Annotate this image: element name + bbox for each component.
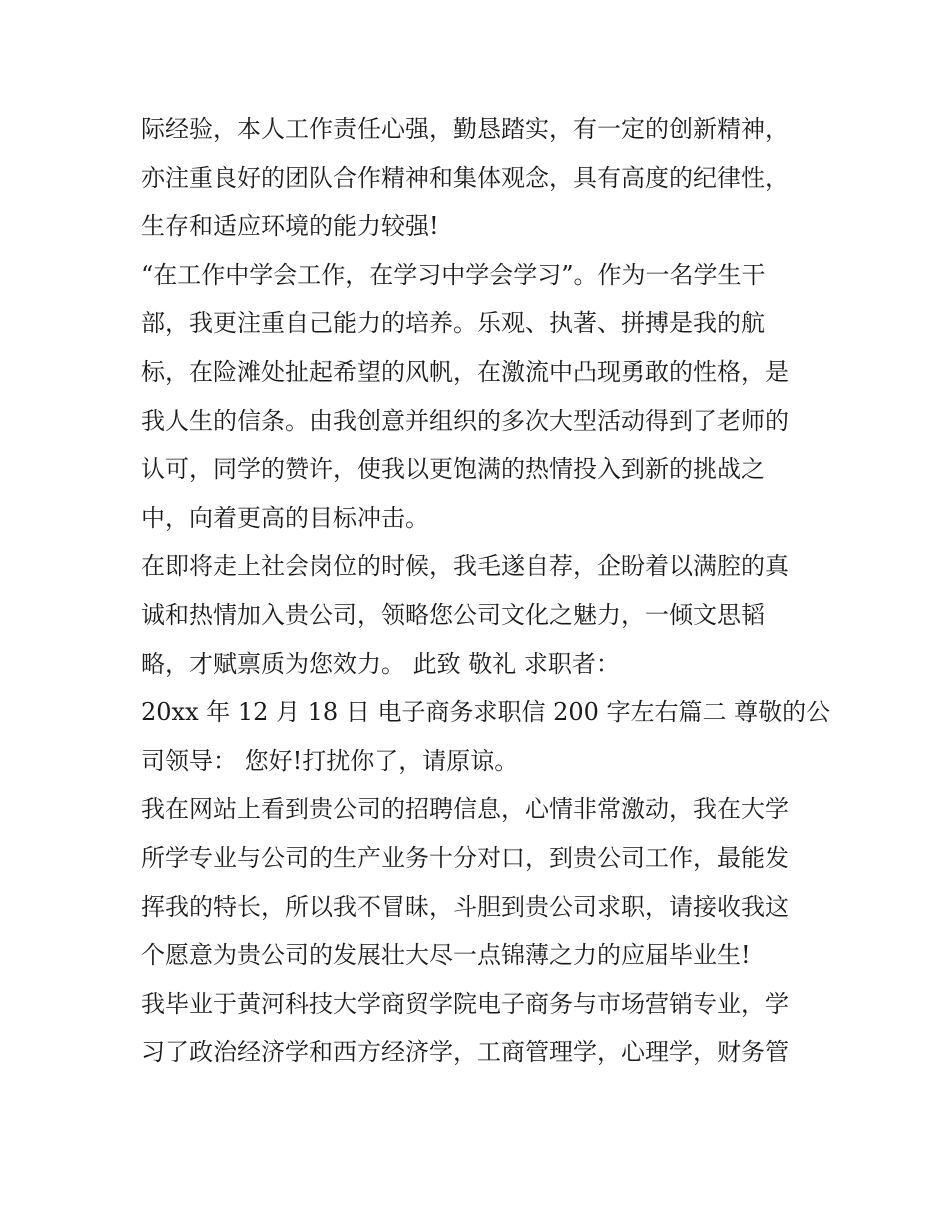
text-line: 际经验，本人工作责任心强，勤恳踏实，有一定的创新精神， (141, 115, 789, 143)
text-line: 诚和热情加入贵公司，领略您公司文化之魅力，一倾文思韬 (141, 600, 765, 629)
text-line: 亦注重良好的团队合作精神和集体观念，具有高度的纪律性， (141, 163, 789, 192)
text-line: 略，才赋禀质为您效力。 此致 敬礼 求职者： (141, 649, 620, 678)
text-line: 所学专业与公司的生产业务十分对口，到贵公司工作，最能发 (141, 843, 789, 872)
text-line: 个愿意为贵公司的发展壮大尽一点锦薄之力的应届毕业生! (141, 941, 751, 970)
text-line: 标，在险滩处扯起希望的风帆，在激流中凸现勇敢的性格，是 (141, 357, 789, 386)
text-line: 习了政治经济学和西方经济学，工商管理学，心理学，财务管 (141, 1038, 789, 1067)
document-body (141, 105, 831, 1077)
text-line: 20xx 年 12 月 18 日 电子商务求职信 200 字左右篇二 尊敬的公 (141, 698, 831, 727)
text-line: 挥我的特长，所以我不冒昧，斗胆到贵公司求职，请接收我这 (141, 892, 789, 921)
text-line: 我在网站上看到贵公司的招聘信息，心情非常激动，我在大学 (141, 795, 789, 824)
text-line: 司领导： 您好!打扰你了，请原谅。 (141, 746, 519, 775)
text-line: 我毕业于黄河科技大学商贸学院电子商务与市场营销专业，学 (141, 989, 789, 1018)
text-line: “在工作中学会工作，在学习中学会学习”。作为一名学生干 (141, 260, 766, 289)
text-line: 我人生的信条。由我创意并组织的多次大型活动得到了老师的 (141, 406, 789, 435)
text-line: 中，向着更高的目标冲击。 (141, 503, 429, 532)
text-line: 生存和适应环境的能力较强! (141, 212, 439, 241)
text-line: 认可，同学的赞许，使我以更饱满的热情投入到新的挑战之 (141, 455, 765, 484)
text-line: 部，我更注重自己能力的培养。乐观、执著、拼搏是我的航 (141, 309, 765, 338)
text-line: 在即将走上社会岗位的时候，我毛遂自荐，企盼着以满腔的真 (141, 552, 789, 581)
